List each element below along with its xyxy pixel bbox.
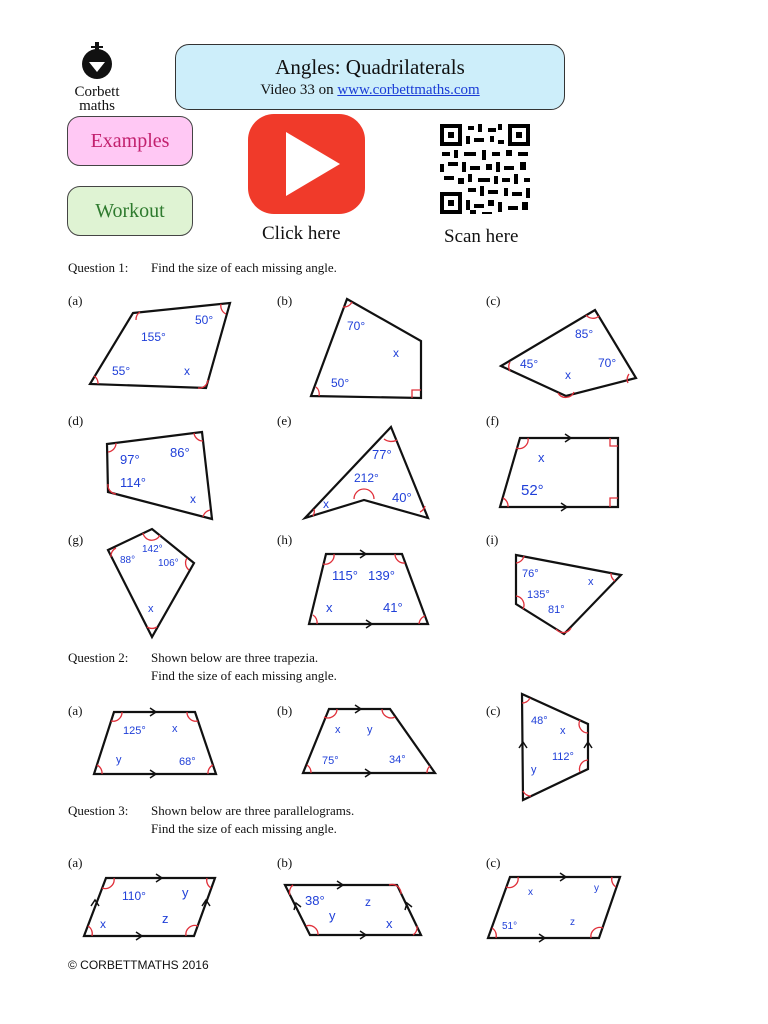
q2c-y: y — [531, 764, 537, 776]
q3c-51: 51° — [502, 921, 518, 932]
q2a-x: x — [172, 723, 178, 735]
logo-text-2: maths — [79, 98, 115, 114]
q3a-110: 110° — [122, 889, 146, 903]
qc-45: 45° — [520, 357, 539, 371]
q2c-x: x — [560, 725, 566, 737]
q1-label-g: (g) — [68, 532, 84, 547]
q2b-34: 34° — [389, 754, 406, 766]
q3c-y: y — [594, 883, 599, 894]
q3b-y: y — [329, 908, 336, 923]
q2-label-b: (b) — [277, 703, 293, 718]
q1-label-e: (e) — [277, 413, 292, 428]
qe-212: 212° — [354, 471, 379, 485]
q3a-z: z — [162, 911, 169, 926]
qi-x: x — [588, 576, 594, 588]
qd-114: 114° — [120, 475, 146, 490]
q2b-75: 75° — [322, 755, 339, 767]
qb-70: 70° — [347, 319, 366, 333]
qe-x: x — [323, 497, 329, 511]
page-title: Angles: Quadrilaterals — [275, 55, 465, 79]
q3b-38: 38° — [305, 893, 325, 908]
q2b-y: y — [367, 724, 373, 736]
qf-52: 52° — [521, 482, 544, 499]
qd-86: 86° — [170, 445, 190, 460]
q2a-y: y — [116, 754, 122, 766]
examples-button[interactable]: Examples — [67, 116, 193, 166]
q3b-x: x — [386, 916, 393, 931]
q2a-68: 68° — [179, 756, 196, 768]
website-link[interactable]: www.corbettmaths.com — [337, 82, 480, 98]
q2-label-a: (a) — [68, 703, 83, 718]
scan-here-label[interactable]: Scan here — [444, 226, 519, 247]
qb-50: 50° — [331, 376, 350, 390]
q2c-112: 112° — [552, 751, 574, 763]
qa-155: 155° — [141, 330, 166, 344]
qa-55: 55° — [112, 364, 131, 378]
copyright-footer: © CORBETTMATHS 2016 — [68, 958, 209, 972]
q3-text-1: Shown below are three parallelograms. — [151, 803, 355, 818]
qb-x: x — [393, 346, 399, 360]
q3a-x: x — [100, 917, 106, 931]
q1-label-b: (b) — [277, 293, 293, 308]
q1-label-d: (d) — [68, 413, 84, 428]
q2b-x: x — [335, 724, 341, 736]
qa-50: 50° — [195, 313, 214, 327]
qh-139: 139° — [368, 568, 395, 583]
q2-heading: Question 2: — [68, 650, 129, 665]
qi-76: 76° — [522, 568, 539, 580]
click-here-label[interactable]: Click here — [262, 223, 341, 244]
q2-label-c: (c) — [486, 703, 501, 718]
q3-text-2: Find the size of each missing angle. — [151, 821, 337, 836]
q1-label-i: (i) — [486, 532, 499, 547]
qg-106: 106° — [158, 558, 179, 569]
qg-x: x — [148, 603, 154, 615]
q1-text: Find the size of each missing angle. — [151, 260, 337, 275]
q2-text-1: Shown below are three trapezia. — [151, 650, 319, 665]
qd-97: 97° — [120, 452, 140, 467]
qi-81: 81° — [548, 604, 565, 616]
qf-x: x — [538, 450, 545, 465]
q3c-x: x — [528, 887, 533, 898]
logo-text-1: Corbett — [74, 84, 120, 100]
workout-button[interactable]: Workout — [67, 186, 193, 236]
q1-heading: Question 1: — [68, 260, 129, 275]
q2a-125: 125° — [123, 725, 146, 737]
q3c-z: z — [570, 917, 575, 928]
q1-label-c: (c) — [486, 293, 501, 308]
q1-label-f: (f) — [486, 413, 499, 428]
qe-40: 40° — [392, 490, 412, 505]
qd-x: x — [190, 492, 196, 506]
qh-x: x — [326, 600, 333, 615]
q3-label-a: (a) — [68, 855, 83, 870]
q1-label-a: (a) — [68, 293, 83, 308]
qi-135: 135° — [527, 589, 550, 601]
q3-label-b: (b) — [277, 855, 293, 870]
qg-88: 88° — [120, 555, 136, 566]
q3-label-c: (c) — [486, 855, 501, 870]
q3b-z: z — [365, 895, 371, 909]
q2c-48: 48° — [531, 715, 548, 727]
qc-x: x — [565, 368, 571, 382]
qa-x: x — [184, 364, 190, 378]
qc-70: 70° — [598, 356, 617, 370]
q1-label-h: (h) — [277, 532, 293, 547]
qh-115: 115° — [332, 568, 358, 583]
qg-142: 142° — [142, 544, 163, 555]
q2-text-2: Find the size of each missing angle. — [151, 668, 337, 683]
qh-41: 41° — [383, 600, 403, 615]
q3a-y: y — [182, 885, 189, 900]
qc-85: 85° — [575, 327, 594, 341]
video-prefix: Video 33 on — [260, 82, 338, 98]
q3-heading: Question 3: — [68, 803, 129, 818]
qe-77: 77° — [372, 447, 392, 462]
